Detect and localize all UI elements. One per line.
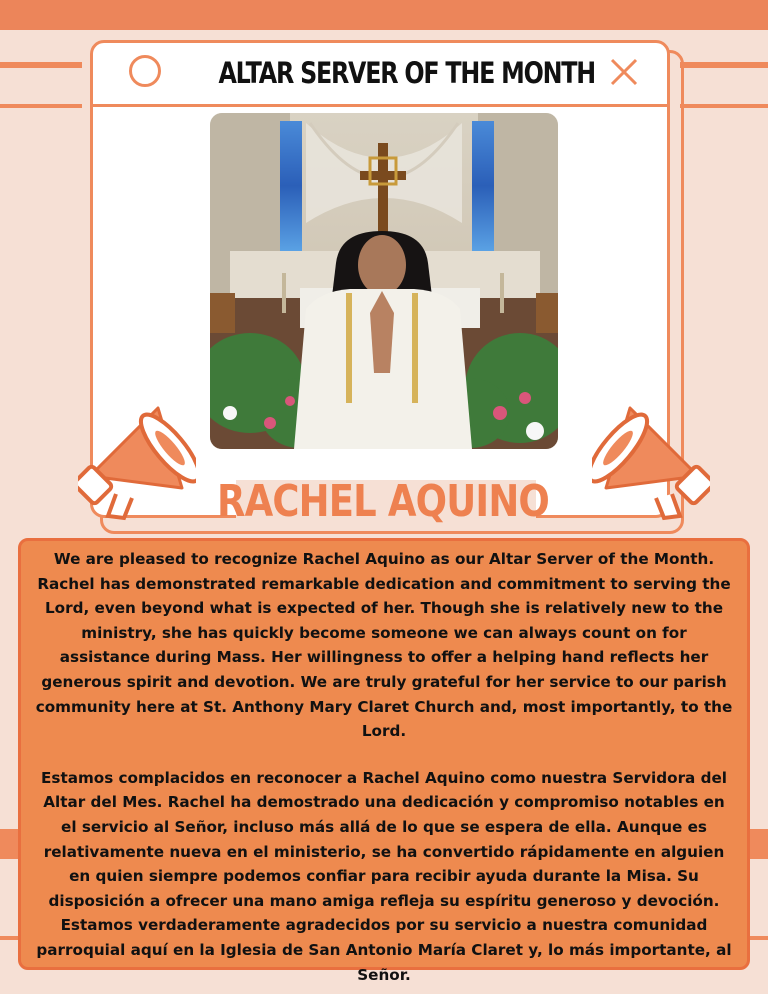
honoree-photo	[210, 113, 558, 449]
window-header	[93, 43, 667, 107]
close-icon	[609, 57, 639, 87]
stripe	[0, 104, 82, 108]
stripe	[0, 829, 18, 859]
stripe	[0, 62, 82, 68]
spanish-paragraph: Estamos complacidos en reconocer a Rachel Aquino como nuestra Servidora del Altar del Mes. Rachel ha demostrado una dedicación y compromiso notables en el servicio al Señor, incluso más allá de lo que se espera de ella. Aunque es relativamente nueva en el ministerio, se ha convertido rápidamente en alguien en quien siempre podemos confiar para recibir ayuda durante la Misa. Su disposición a ofrecer una mano amiga refleja su espíritu generoso y devoción. Estamos verdaderamente agradecidos por su servicio a nuestra comunidad parroquial aquí en la Iglesia de San Antonio María Claret y, lo más importante, al Señor.	[36, 768, 732, 984]
stripe	[750, 936, 768, 940]
stripe	[0, 936, 18, 940]
honoree-name: RACHEL AQUINO	[216, 476, 550, 527]
stripe	[750, 829, 768, 859]
stripe	[680, 62, 768, 68]
circle-icon	[129, 55, 161, 87]
stripe	[680, 104, 768, 108]
announcement-panel	[18, 538, 750, 984]
top-band	[0, 0, 768, 30]
page-title: ALTAR SERVER OF THE MONTH	[218, 56, 595, 90]
english-paragraph: We are pleased to recognize Rachel Aquino as our Altar Server of the Month. Rachel has demonstrated remarkable dedication and commitment to serving the Lord, even beyond what is expected of her. Though she is relatively new to the ministry, she has quickly become someone we can always count on for assistance during Mass. Her willingness to offer a helping hand reflects her generous spirit and devotion. We are truly grateful for her service to our parish community here at St. Anthony Mary Claret Church and, most importantly, to the Lord.	[35, 550, 733, 741]
